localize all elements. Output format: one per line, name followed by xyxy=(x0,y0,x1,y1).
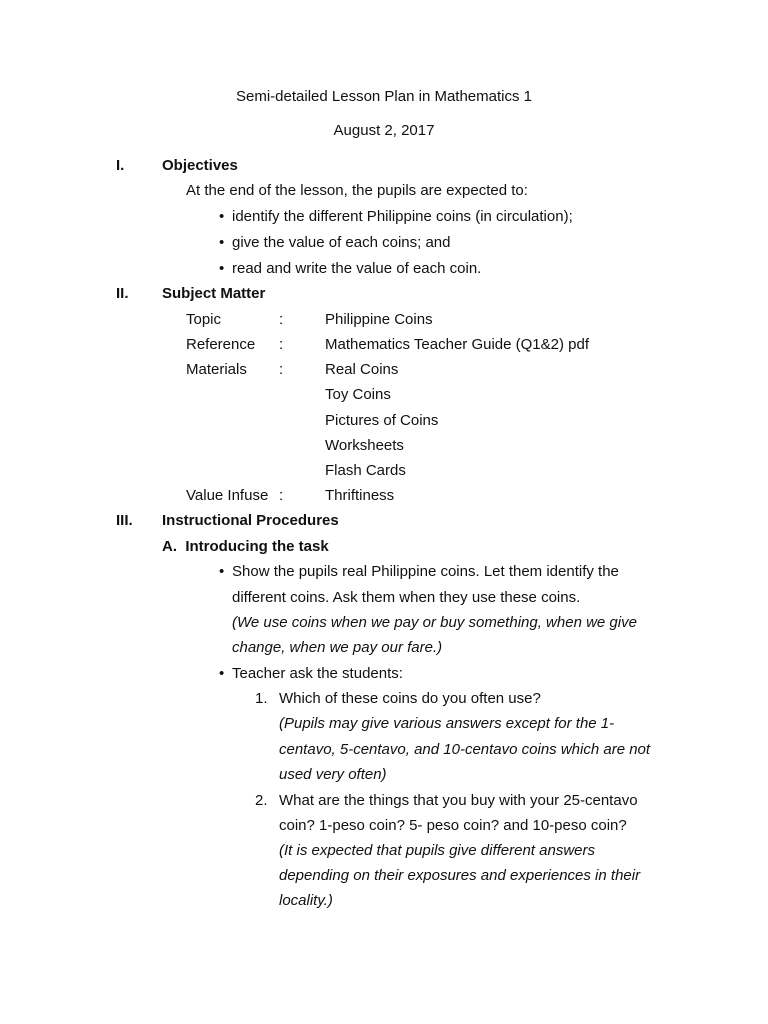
materials-separator: : xyxy=(279,361,284,378)
material-item: Toy Coins xyxy=(325,386,391,403)
objective-item: • identify the different Philippine coins (in circulation); xyxy=(232,208,573,226)
material-item: Pictures of Coins xyxy=(325,412,439,429)
reference-value: Mathematics Teacher Guide (Q1&2) pdf xyxy=(325,336,590,353)
procedure-bullet-line: • Show the pupils real Philippine coins. Let them identify the xyxy=(232,563,619,581)
topic-value: Philippine Coins xyxy=(325,311,433,328)
expected-answer-line: centavo, 5-centavo, and 10-centavo coins which are not xyxy=(279,741,651,758)
section-heading-objectives: Objectives xyxy=(162,157,238,174)
materials-label: Materials xyxy=(186,361,247,378)
objective-item: • give the value of each coins; and xyxy=(232,234,450,252)
material-item: Real Coins xyxy=(325,361,399,378)
objectives-intro: At the end of the lesson, the pupils are expected to: xyxy=(186,182,528,199)
topic-separator: : xyxy=(279,311,284,328)
subsection-heading-introducing-task: A. Introducing the task xyxy=(162,538,329,555)
material-item: Flash Cards xyxy=(325,462,406,479)
section-numeral-procedures: III. xyxy=(116,512,133,529)
expected-answer-line: (We use coins when we pay or buy something, when we give xyxy=(232,614,637,631)
expected-answer-line: used very often) xyxy=(279,766,387,783)
question-number: 1. xyxy=(255,690,268,707)
reference-label: Reference xyxy=(186,336,256,353)
question-text: Which of these coins do you often use? xyxy=(279,690,541,707)
question-text: coin? 1-peso coin? 5- peso coin? and 10-peso coin? xyxy=(279,817,627,834)
value-infuse-label: Value Infuse xyxy=(186,487,269,504)
value-infuse-value: Thriftiness xyxy=(325,487,395,504)
topic-label: Topic xyxy=(186,311,222,328)
document-title: Semi-detailed Lesson Plan in Mathematics 1 xyxy=(236,88,532,105)
question-text: What are the things that you buy with your 25-centavo xyxy=(279,792,638,809)
expected-answer-line: (It is expected that pupils give different answers xyxy=(279,842,595,859)
value-infuse-separator: : xyxy=(279,487,284,504)
procedure-bullet-line: different coins. Ask them when they use these coins. xyxy=(232,589,581,606)
section-heading-procedures: Instructional Procedures xyxy=(162,512,339,529)
objective-item: • read and write the value of each coin. xyxy=(232,260,481,278)
question-number: 2. xyxy=(255,792,268,809)
material-item: Worksheets xyxy=(325,437,404,454)
section-numeral-objectives: I. xyxy=(116,157,125,174)
reference-separator: : xyxy=(279,336,284,353)
expected-answer-line: change, when we pay our fare.) xyxy=(232,639,443,656)
expected-answer-line: depending on their exposures and experiences in their xyxy=(279,867,641,884)
expected-answer-line: locality.) xyxy=(279,892,333,909)
section-numeral-subject-matter: II. xyxy=(116,285,129,302)
document-date: August 2, 2017 xyxy=(333,122,435,139)
procedure-bullet-line: • Teacher ask the students: xyxy=(232,665,403,683)
section-heading-subject-matter: Subject Matter xyxy=(162,285,266,302)
expected-answer-line: (Pupils may give various answers except for the 1- xyxy=(279,715,615,732)
